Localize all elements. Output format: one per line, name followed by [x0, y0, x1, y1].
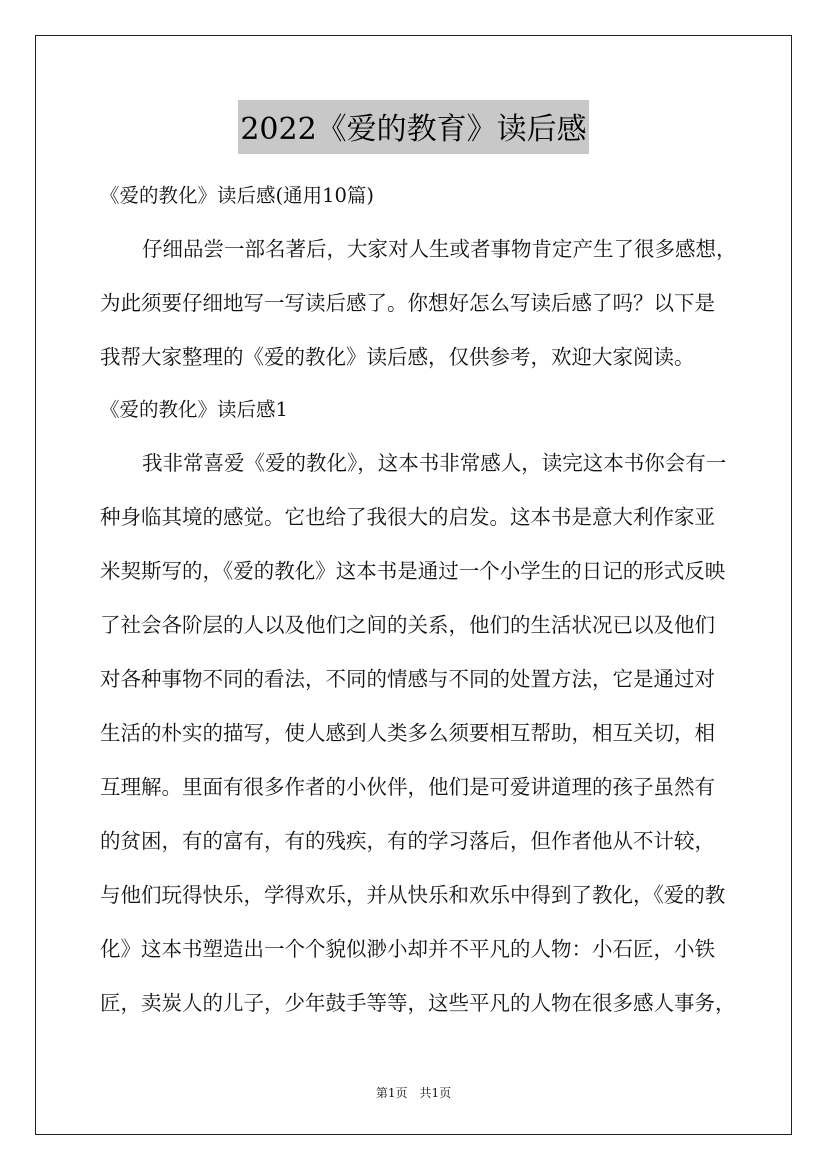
section-heading: 《爱的教化》读后感(通用10篇) [100, 184, 375, 207]
paragraph-line: 仔细品尝一部名著后，大家对人生或者事物肯定产生了很多感想， [142, 237, 737, 261]
page-footer: 第1页 共1页 [375, 1086, 452, 1100]
paragraph-line: 对各种事物不同的看法，不同的情感与不同的处置方法，它是通过对 [100, 667, 715, 691]
paragraph-line: 化》这本书塑造出一个个貌似渺小却并不平凡的人物：小石匠，小铁 [100, 937, 715, 961]
paragraph-line: 种身临其境的感觉。它也给了我很大的启发。这本书是意大利作家亚 [100, 505, 715, 529]
paragraph-line: 了社会各阶层的人以及他们之间的关系，他们的生活状况已以及他们 [100, 613, 715, 637]
paragraph-line: 我帮大家整理的《爱的教化》读后感，仅供参考，欢迎大家阅读。 [100, 345, 695, 369]
paragraph-line: 为此须要仔细地写一写读后感了。你想好怎么写读后感了吗？以下是 [100, 291, 715, 315]
paragraph-line: 生活的朴实的描写，使人感到人类多么须要相互帮助，相互关切，相 [100, 721, 715, 745]
document-body [100, 170, 740, 1030]
document-title: 2022《爱的教育》读后感 [238, 100, 588, 154]
section-heading: 《爱的教化》读后感1 [100, 398, 288, 421]
paragraph-line: 的贫困，有的富有，有的残疾，有的学习落后，但作者他从不计较， [100, 829, 715, 853]
paragraph-line: 匠，卖炭人的儿子，少年鼓手等等，这些平凡的人物在很多感人事务， [100, 991, 736, 1015]
paragraph-line: 互理解。里面有很多作者的小伙伴，他们是可爱讲道理的孩子虽然有 [100, 775, 715, 799]
title-area [0, 100, 827, 154]
paragraph-line: 米契斯写的，《爱的教化》这本书是通过一个小学生的日记的形式反映 [100, 559, 726, 583]
paragraph-line: 与他们玩得快乐，学得欢乐，并从快乐和欢乐中得到了教化，《爱的教 [100, 883, 726, 907]
paragraph-line: 我非常喜爱《爱的教化》，这本书非常感人，读完这本书你会有一 [142, 451, 727, 475]
